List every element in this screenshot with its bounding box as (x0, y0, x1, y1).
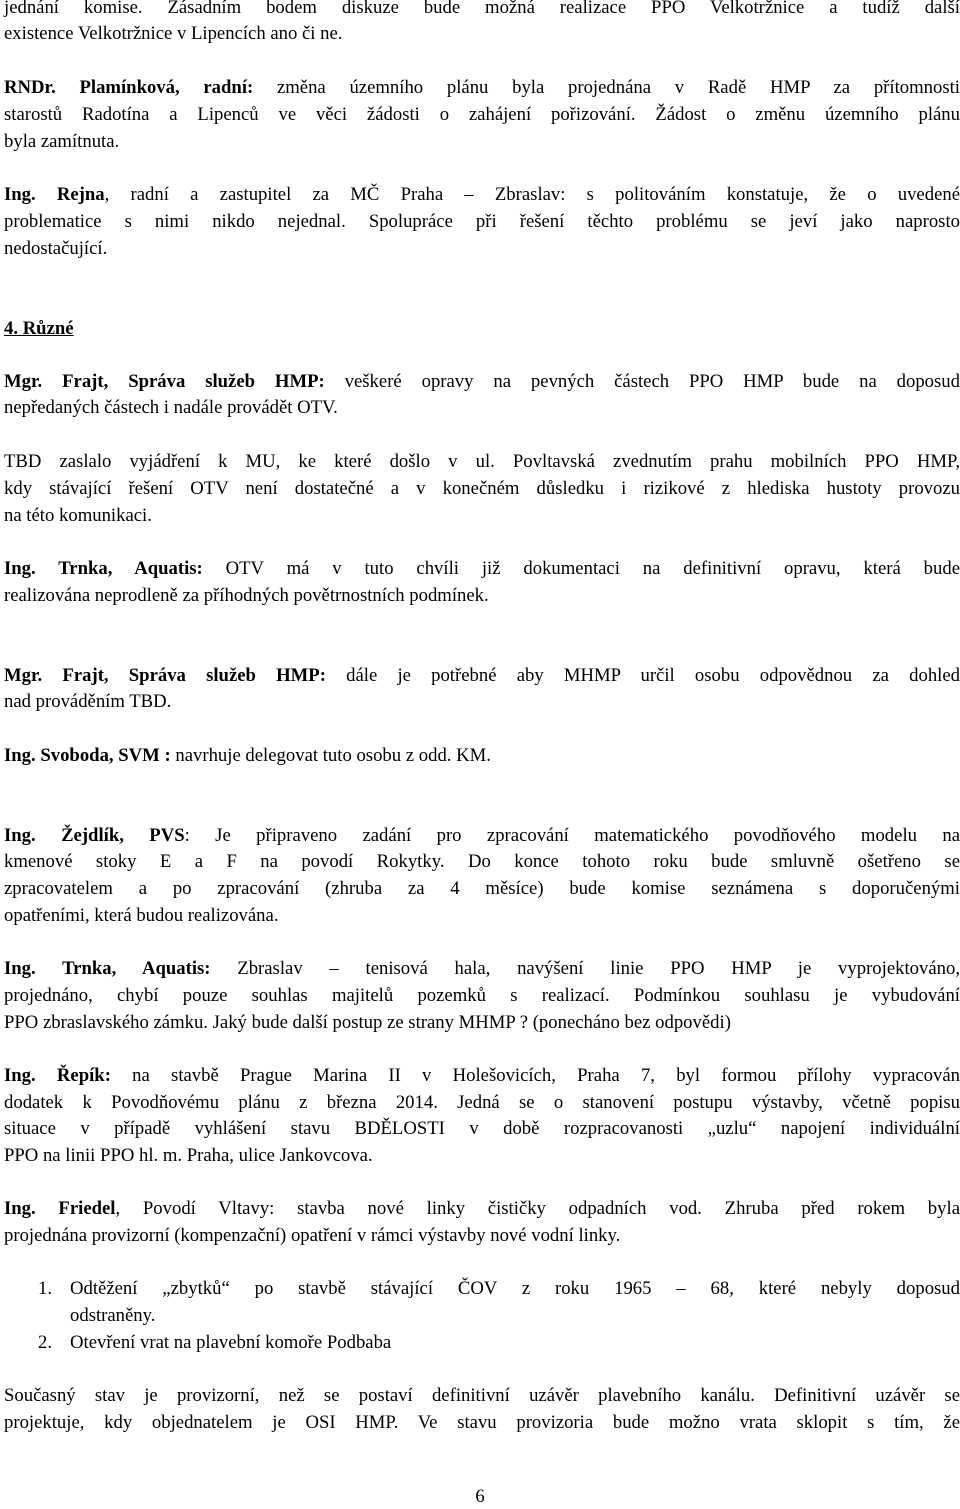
paragraph-svoboda: Ing. Svoboda, SVM : navrhuje delegovat tuto osobu z odd. KM. (4, 745, 491, 766)
speaker-name: Ing. Trnka, Aquatis: (4, 558, 203, 579)
text-line: starostů Radotína a Lipenců ve věci žádosti o zahájení pořizování. Žádost o změnu územního plánu (4, 104, 960, 125)
text-line: na této komunikaci. (4, 505, 152, 526)
paragraph-current-state: Současný stav je provizorní, než se postaví definitivní uzávěr plavebního kanálu. Definitivní uzávěr se (4, 1385, 960, 1406)
text-line: projednána provizorní (kompenzační) opatření v rámci výstavby nové vodní linky. (4, 1225, 621, 1246)
paragraph-plaminkova: RNDr. Plamínková, radní: změna územního plánu byla projednána v Radě HMP za přítomnosti (4, 77, 960, 98)
speaker-name: Ing. Trnka, Aquatis: (4, 958, 211, 979)
speaker-name: Mgr. Frajt, Správa služeb HMP: (4, 371, 325, 392)
text-line: PPO na linii PPO hl. m. Praha, ulice Jankovcova. (4, 1145, 373, 1166)
paragraph-frajt-2: Mgr. Frajt, Správa služeb HMP: dále je potřebné aby MHMP určil osobu odpovědnou za dohled (4, 665, 960, 686)
text-line: existence Velkotržnice v Lipencích ano či ne. (4, 23, 343, 44)
text-line: dodatek k Povodňovému plánu z března 2014. Jedná se o stanovení postupu výstavby, včetně popisu (4, 1092, 960, 1113)
speaker-name: Mgr. Frajt, Správa služeb HMP: (4, 665, 326, 686)
list-item-number: 2. (38, 1332, 53, 1353)
text-line: problematice s nimi nikdo nejednal. Spolupráce při řešení těchto problému se jeví jako naprosto (4, 211, 960, 232)
speaker-name: Ing. Řepík: (4, 1065, 111, 1086)
speaker-name: Ing. Friedel (4, 1198, 116, 1219)
text-line: kmenové stoky E a F na povodí Rokytky. Do konce tohoto roku bude smluvně ošetřeno se (4, 851, 960, 872)
speaker-name: Ing. Rejna (4, 184, 105, 205)
paragraph-tbd: TBD zaslalo vyjádření k MU, ke které došlo v ul. Povltavská zvednutím prahu mobilních PPO HMP, (4, 451, 960, 472)
text-line: nad prováděním TBD. (4, 691, 172, 712)
paragraph-zejdlik: Ing. Žejdlík, PVS: Je připraveno zadání pro zpracování matematického povodňového modelu na (4, 825, 960, 846)
text-line: jednání komise. Zásadním bodem diskuze bude možná realizace PPO Velkotržnice a tudíž další (4, 0, 960, 18)
text-line: odstraněny. (70, 1305, 156, 1326)
text-line: kdy stávající řešení OTV není dostatečné a v konečném důsledku i rizikové z hlediska hustoty provozu (4, 478, 960, 499)
section-heading: 4. Různé (4, 318, 74, 339)
text-line: nedostačující. (4, 238, 108, 259)
paragraph-trnka-2: Ing. Trnka, Aquatis: Zbraslav – tenisová hala, navýšení linie PPO HMP je vyprojektováno, (4, 958, 960, 979)
paragraph-frajt: Mgr. Frajt, Správa služeb HMP: veškeré opravy na pevných částech PPO HMP bude na doposud (4, 371, 960, 392)
text-line: opatřeními, která budou realizována. (4, 905, 279, 926)
paragraph-friedel: Ing. Friedel, Povodí Vltavy: stavba nové linky čističky odpadních vod. Zhruba před rokem byla (4, 1198, 960, 1219)
speaker-name: Ing. Žejdlík, PVS (4, 825, 185, 846)
speaker-name: Ing. Svoboda, SVM : (4, 745, 171, 766)
paragraph-repik: Ing. Řepík: na stavbě Prague Marina II v Holešovicích, Praha 7, byl formou přílohy vypracován (4, 1065, 960, 1086)
list-item: Otevření vrat na plavební komoře Podbaba (70, 1332, 392, 1353)
paragraph-trnka: Ing. Trnka, Aquatis: OTV má v tuto chvíli již dokumentaci na definitivní opravu, která bude (4, 558, 960, 579)
speaker-name: RNDr. Plamínková, radní: (4, 77, 254, 98)
text-line: projednáno, chybí pouze souhlas majitelů pozemků s realizací. Podmínkou souhlasu je vybudování (4, 985, 960, 1006)
text-line: nepředaných částech i nadále provádět OTV. (4, 397, 338, 418)
list-item-number: 1. (38, 1278, 53, 1299)
text-line: situace v případě vyhlášení stavu BDĚLOSTI v době rozpracovanosti „uzlu“ napojení individuální (4, 1118, 960, 1139)
text-line: realizována neprodleně za příhodných povětrnostních podmínek. (4, 585, 489, 606)
text-line: projektuje, kdy objednatelem je OSI HMP. Ve stavu provizoria bude možno vrata sklopit s tím, že (4, 1412, 960, 1433)
text-line: zpracovatelem a po zpracování (zhruba za 4 měsíce) bude komise seznámena s doporučenými (4, 878, 960, 899)
list-item: Odtěžení „zbytků“ po stavbě stávající ČOV z roku 1965 – 68, které nebyly doposud (70, 1278, 960, 1299)
page-number: 6 (475, 1486, 485, 1507)
text-line: PPO zbraslavského zámku. Jaký bude další postup ze strany MHMP ? (ponecháno bez odpovědi) (4, 1012, 731, 1033)
paragraph-rejna: Ing. Rejna, radní a zastupitel za MČ Praha – Zbraslav: s politováním konstatuje, že o uvedené (4, 184, 960, 205)
text-line: byla zamítnuta. (4, 131, 120, 152)
